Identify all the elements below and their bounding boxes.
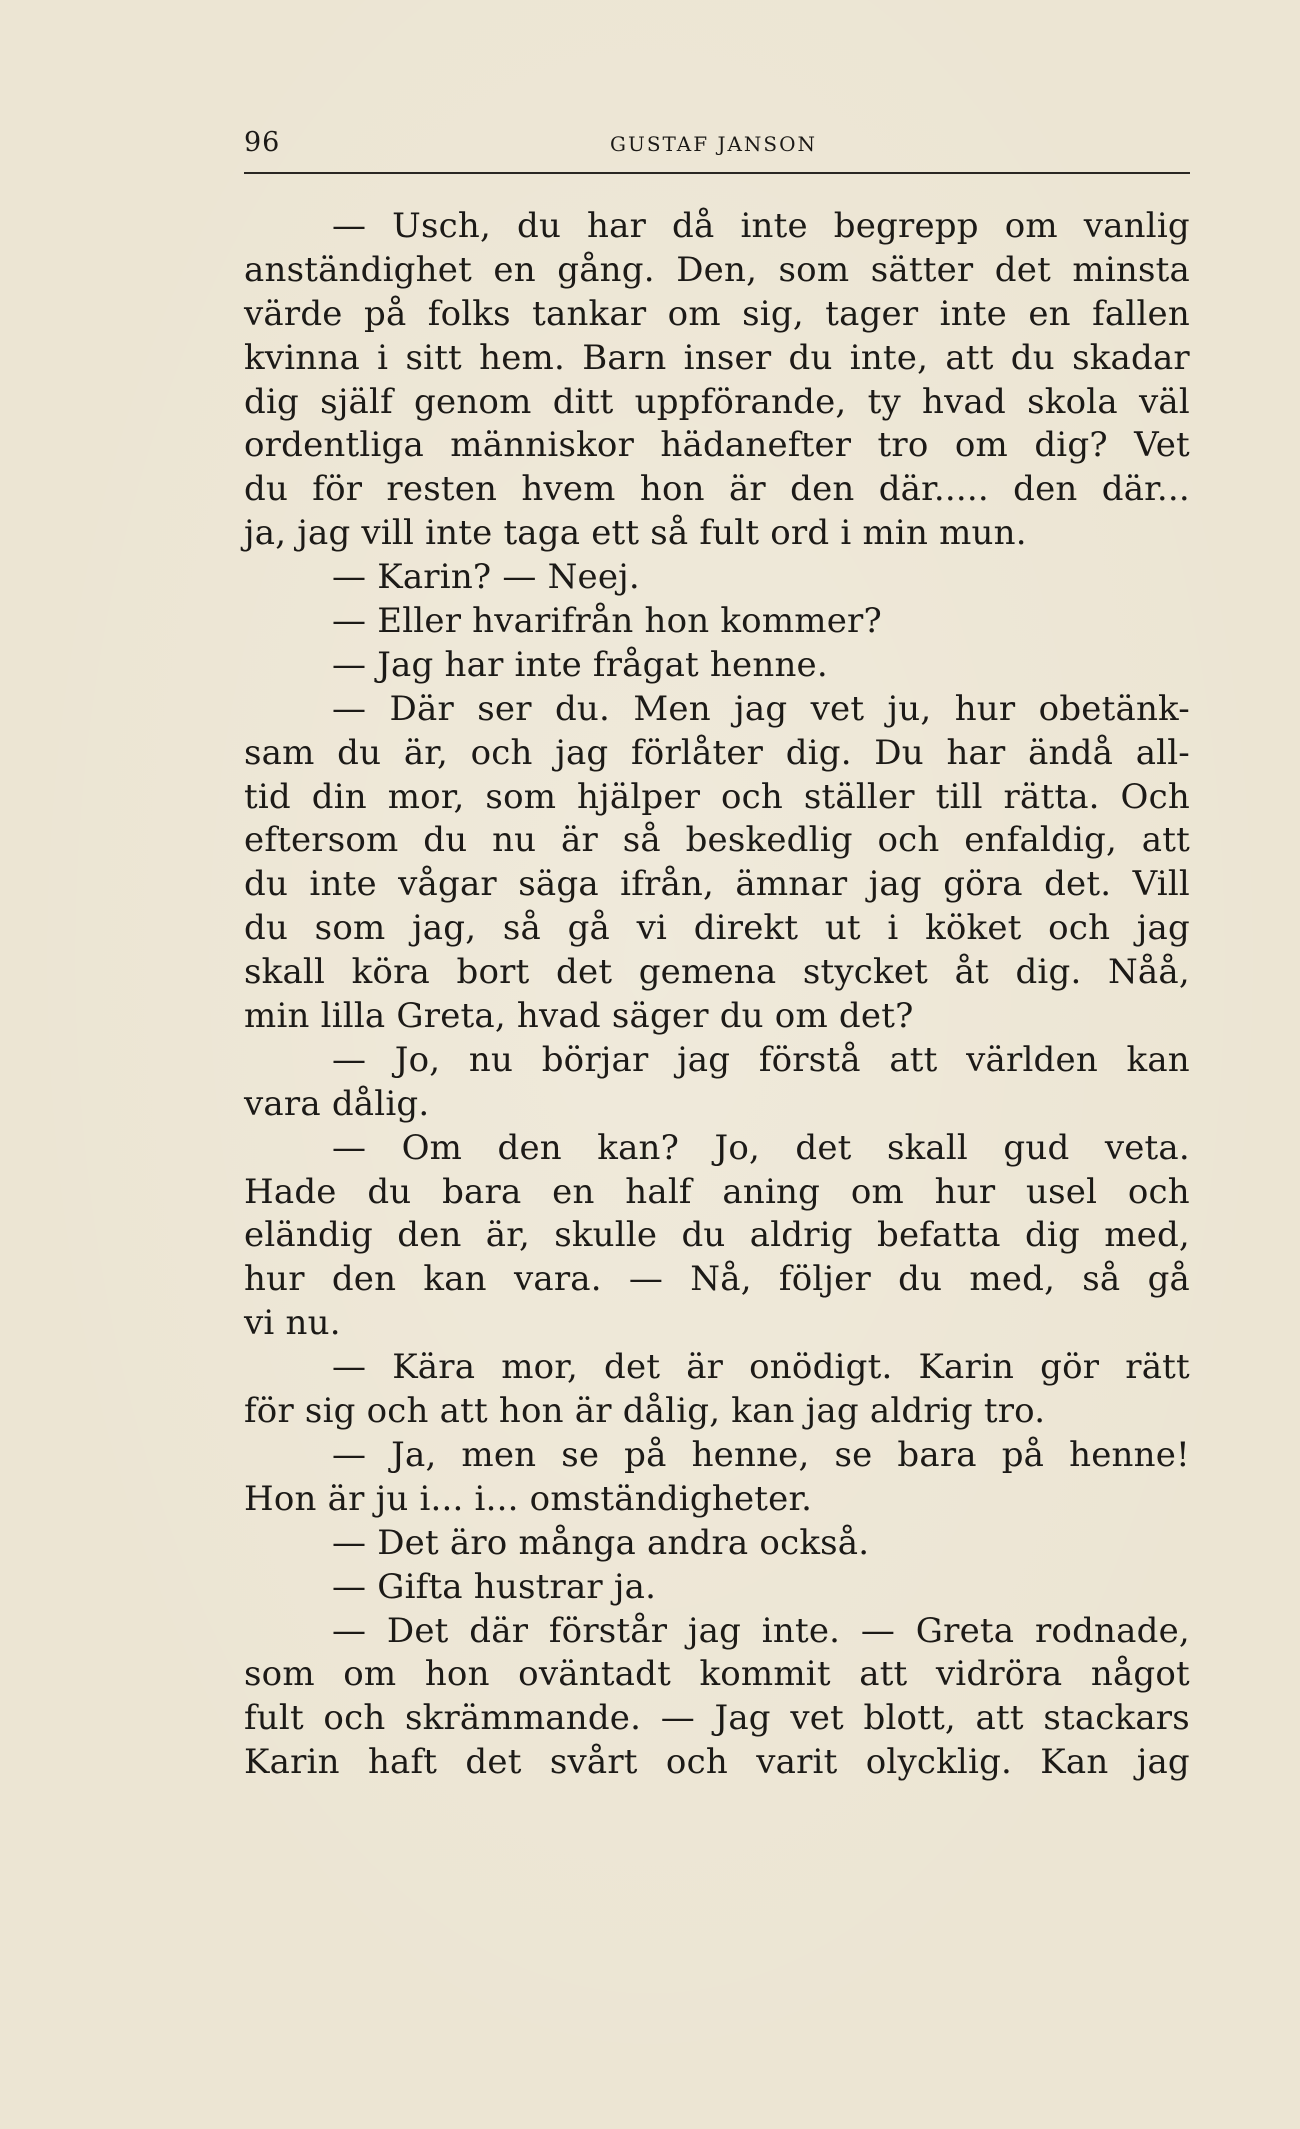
text-line: ordentliga människor hädanefter tro om dig? Vet: [244, 425, 1190, 466]
text-line: eftersom du nu är så beskedlig och enfaldig, att: [244, 820, 1190, 861]
text-line: — Eller hvarifrån hon kommer?: [332, 601, 882, 642]
text-line: — Ja, men se på henne, se bara på henne!: [332, 1434, 1190, 1475]
text-line: hur den kan vara. — Nå, följer du med, så gå: [244, 1259, 1190, 1300]
text-line: för sig och att hon är dålig, kan jag aldrig tro.: [244, 1391, 1046, 1432]
text-line: du för resten hvem hon är den där..... den där...: [244, 469, 1190, 510]
text-line: — Det där förstår jag inte. — Greta rodnade,: [332, 1610, 1190, 1651]
text-line: — Om den kan? Jo, det skall gud veta.: [332, 1127, 1190, 1168]
text-line: eländig den är, skulle du aldrig befatta dig med,: [244, 1215, 1190, 1256]
body-text: [244, 205, 1190, 1785]
text-line: — Jag har inte frågat henne.: [332, 644, 828, 685]
text-line: min lilla Greta, hvad säger du om det?: [244, 996, 914, 1037]
text-line: — Gifta hustrar ja.: [332, 1566, 657, 1607]
text-line: — Usch, du har då inte begrepp om vanlig: [332, 206, 1190, 246]
text-line: — Det äro många andra också.: [332, 1522, 870, 1563]
text-line: fult och skrämmande. — Jag vet blott, att stackars: [244, 1698, 1190, 1739]
text-line: vi nu.: [244, 1303, 341, 1344]
text-line: sam du är, och jag förlåter dig. Du har ändå all-: [244, 732, 1190, 773]
text-line: Karin haft det svårt och varit olycklig. Kan jag: [244, 1742, 1190, 1783]
text-line: skall köra bort det gemena stycket åt dig. Nåå,: [244, 952, 1190, 993]
text-line: — Där ser du. Men jag vet ju, hur obetänk-: [332, 688, 1190, 729]
text-line: vara dålig.: [244, 1083, 430, 1124]
text-line: — Kära mor, det är onödigt. Karin gör rätt: [332, 1347, 1190, 1388]
text-line: tid din mor, som hjälper och ställer till rätta. Och: [244, 776, 1190, 817]
text-line: du som jag, så gå vi direkt ut i köket och jag: [244, 908, 1190, 949]
running-title: GUSTAF JANSON: [610, 132, 818, 156]
text-line: du inte vågar säga ifrån, ämnar jag göra det. Vill: [244, 864, 1190, 905]
text-line: kvinna i sitt hem. Barn inser du inte, att du skadar: [244, 337, 1190, 378]
text-line: anständighet en gång. Den, som sätter det minsta: [244, 249, 1190, 290]
text-line: dig själf genom ditt uppförande, ty hvad skola väl: [244, 381, 1190, 422]
running-head: [244, 127, 1190, 167]
text-line: ja, jag vill inte taga ett så fult ord i min mun.: [244, 513, 1027, 554]
header-rule: [244, 172, 1190, 174]
text-line: — Jo, nu börjar jag förstå att världen kan: [332, 1039, 1190, 1080]
text-line: Hon är ju i... i... omständigheter.: [244, 1478, 813, 1519]
text-line: Hade du bara en half aning om hur usel och: [244, 1171, 1190, 1212]
text-line: som om hon oväntadt kommit att vidröra något: [244, 1654, 1190, 1695]
text-line: värde på folks tankar om sig, tager inte en fallen: [244, 293, 1190, 334]
page-number: 96: [244, 127, 281, 158]
text-line: — Karin? — Neej.: [332, 557, 640, 598]
